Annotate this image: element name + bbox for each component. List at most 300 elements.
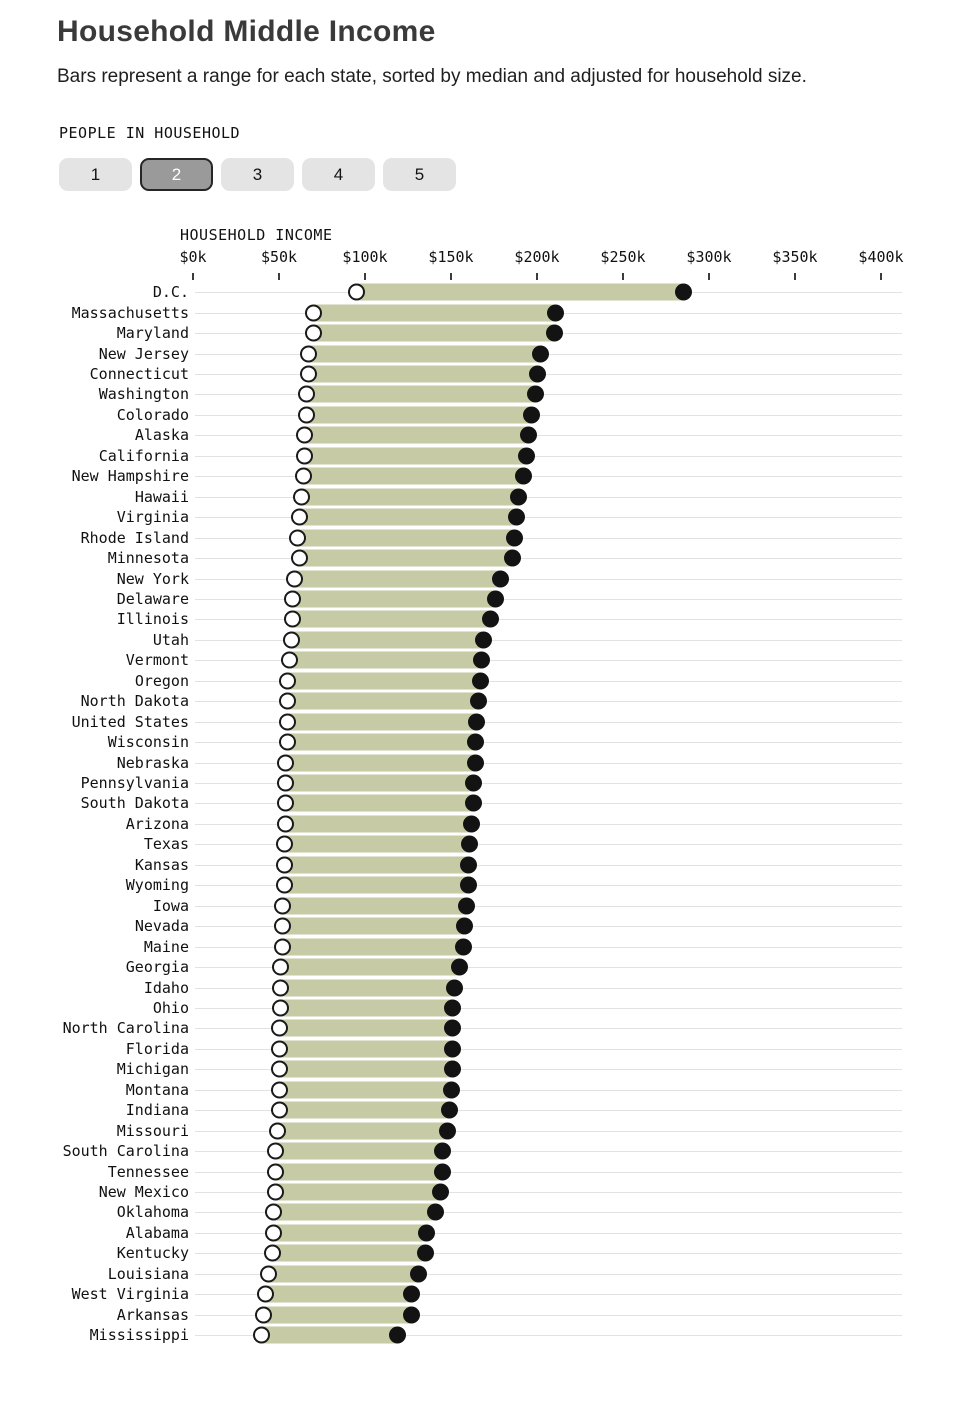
range-bar: [288, 713, 477, 730]
range-bar: [286, 795, 473, 812]
chart-row: [0, 466, 960, 486]
high-dot: [515, 468, 532, 485]
row-plot: [193, 1305, 902, 1325]
row-plot: [193, 732, 902, 752]
high-dot: [487, 590, 504, 607]
row-label: United States: [71, 712, 189, 731]
high-dot: [444, 1020, 461, 1037]
chart-row: [0, 282, 960, 302]
row-label: D.C.: [152, 283, 189, 302]
range-bar: [281, 999, 453, 1016]
row-plot: [193, 936, 902, 956]
range-bar: [305, 447, 527, 464]
row-plot: [193, 1264, 902, 1284]
low-dot: [274, 938, 291, 955]
range-bar: [284, 856, 468, 873]
high-dot: [523, 406, 540, 423]
range-bar: [277, 1122, 447, 1139]
high-dot: [443, 1081, 460, 1098]
chart-row: [0, 1141, 960, 1161]
chart-row: [0, 1120, 960, 1140]
high-dot: [472, 672, 489, 689]
low-dot: [272, 979, 289, 996]
row-label: Colorado: [116, 405, 189, 424]
low-dot: [296, 427, 313, 444]
range-bar: [274, 1224, 427, 1241]
range-bar: [313, 325, 554, 342]
low-dot: [260, 1265, 277, 1282]
row-plot: [193, 487, 902, 507]
row-label: New Hampshire: [71, 467, 189, 486]
row-plot: [193, 977, 902, 997]
household-size-button-2[interactable]: 2: [140, 158, 213, 191]
range-bar: [288, 672, 481, 689]
row-plot: [193, 466, 902, 486]
high-dot: [546, 325, 563, 342]
row-label: Ohio: [152, 998, 189, 1017]
low-dot: [281, 652, 298, 669]
high-dot: [492, 570, 509, 587]
high-dot: [463, 815, 480, 832]
chart-row: [0, 1039, 960, 1059]
row-label: Arkansas: [116, 1305, 189, 1324]
row-plot: [193, 527, 902, 547]
chart-row: [0, 998, 960, 1018]
row-label: Washington: [98, 385, 189, 404]
high-dot: [547, 304, 564, 321]
range-bar: [294, 570, 500, 587]
range-bar: [289, 652, 482, 669]
low-dot: [277, 815, 294, 832]
row-label: Connecticut: [89, 365, 189, 384]
row-label: Delaware: [116, 589, 189, 608]
chart-row: [0, 752, 960, 772]
chart-row: [0, 1325, 960, 1345]
chart-row: [0, 814, 960, 834]
chart-row: [0, 1059, 960, 1079]
low-dot: [295, 468, 312, 485]
range-bar: [269, 1265, 419, 1282]
low-dot: [265, 1204, 282, 1221]
high-dot: [417, 1245, 434, 1262]
household-size-button-1[interactable]: 1: [59, 158, 132, 191]
range-bar: [288, 734, 475, 751]
range-bar: [313, 304, 556, 321]
range-bar: [307, 386, 536, 403]
chart-row: [0, 691, 960, 711]
low-dot: [257, 1286, 274, 1303]
low-dot: [264, 1245, 281, 1262]
high-dot: [418, 1224, 435, 1241]
low-dot: [276, 856, 293, 873]
high-dot: [403, 1306, 420, 1323]
low-dot: [267, 1143, 284, 1160]
chart-row: [0, 1202, 960, 1222]
low-dot: [305, 304, 322, 321]
chart-row: [0, 1080, 960, 1100]
row-label: Michigan: [116, 1060, 189, 1079]
high-dot: [467, 754, 484, 771]
row-label: Oregon: [134, 671, 189, 690]
chart-row: [0, 446, 960, 466]
household-size-button-3[interactable]: 3: [221, 158, 294, 191]
x-tick-mark: [708, 273, 710, 280]
chart-row: [0, 936, 960, 956]
row-label: Missouri: [116, 1121, 189, 1140]
x-tick-mark: [794, 273, 796, 280]
page-subtitle: Bars represent a range for each state, sorted by median and adjusted for household size.: [57, 66, 807, 87]
chart-row: [0, 650, 960, 670]
x-tick-label: $50k: [260, 248, 298, 266]
x-tick-mark: [278, 273, 280, 280]
row-plot: [193, 282, 902, 302]
chart-row: [0, 568, 960, 588]
row-plot: [193, 630, 902, 650]
high-dot: [460, 877, 477, 894]
chart-row: [0, 1243, 960, 1263]
x-tick-mark: [364, 273, 366, 280]
range-bar: [307, 406, 532, 423]
range-bar: [262, 1327, 398, 1344]
high-dot: [482, 611, 499, 628]
low-dot: [284, 590, 301, 607]
chart-row: [0, 875, 960, 895]
range-bar: [308, 345, 540, 362]
high-dot: [444, 999, 461, 1016]
row-label: New Mexico: [98, 1183, 189, 1202]
row-label: Nevada: [134, 917, 189, 936]
chart-row: [0, 1223, 960, 1243]
high-dot: [518, 447, 535, 464]
low-dot: [272, 959, 289, 976]
row-plot: [193, 1202, 902, 1222]
chart-row: [0, 302, 960, 322]
range-bar: [282, 918, 464, 935]
row-label: Texas: [143, 835, 189, 854]
low-dot: [271, 1102, 288, 1119]
low-dot: [286, 570, 303, 587]
row-plot: [193, 446, 902, 466]
low-dot: [276, 877, 293, 894]
row-plot: [193, 1080, 902, 1100]
row-plot: [193, 364, 902, 384]
row-label: New York: [116, 569, 189, 588]
range-bar: [279, 1081, 451, 1098]
low-dot: [305, 325, 322, 342]
high-dot: [465, 795, 482, 812]
row-label: Vermont: [125, 651, 189, 670]
low-dot: [283, 631, 300, 648]
x-tick-label: $350k: [772, 248, 818, 266]
row-label: Massachusetts: [71, 303, 189, 322]
row-plot: [193, 998, 902, 1018]
chart-row: [0, 630, 960, 650]
low-dot: [291, 509, 308, 526]
x-tick-mark: [622, 273, 624, 280]
high-dot: [441, 1102, 458, 1119]
row-plot: [193, 752, 902, 772]
x-tick-mark: [450, 273, 452, 280]
row-plot: [193, 1100, 902, 1120]
chart-row: [0, 896, 960, 916]
row-plot: [193, 1141, 902, 1161]
range-bar: [301, 488, 518, 505]
low-dot: [255, 1306, 272, 1323]
high-dot: [455, 938, 472, 955]
high-dot: [434, 1143, 451, 1160]
x-tick-label: $100k: [342, 248, 388, 266]
high-dot: [456, 918, 473, 935]
high-dot: [510, 488, 527, 505]
low-dot: [276, 836, 293, 853]
low-dot: [271, 1081, 288, 1098]
page-title: Household Middle Income: [57, 15, 436, 48]
row-plot: [193, 384, 902, 404]
row-plot: [193, 1161, 902, 1181]
x-axis-title: HOUSEHOLD INCOME: [180, 226, 333, 244]
x-tick-mark: [880, 273, 882, 280]
low-dot: [277, 795, 294, 812]
range-bar: [288, 693, 479, 710]
chart-row: [0, 1264, 960, 1284]
high-dot: [520, 427, 537, 444]
high-dot: [427, 1204, 444, 1221]
high-dot: [432, 1184, 449, 1201]
range-bar: [300, 550, 513, 567]
row-plot: [193, 691, 902, 711]
low-dot: [271, 1020, 288, 1037]
low-dot: [267, 1163, 284, 1180]
x-tick-label: $150k: [428, 248, 474, 266]
high-dot: [465, 775, 482, 792]
range-bar: [264, 1306, 412, 1323]
low-dot: [348, 284, 365, 301]
row-plot: [193, 1182, 902, 1202]
row-label: South Carolina: [62, 1142, 189, 1161]
row-label: Maine: [143, 937, 189, 956]
row-plot: [193, 548, 902, 568]
low-dot: [267, 1184, 284, 1201]
range-bar: [284, 836, 470, 853]
low-dot: [277, 754, 294, 771]
row-plot: [193, 855, 902, 875]
high-dot: [403, 1286, 420, 1303]
range-bar: [276, 1184, 441, 1201]
high-dot: [475, 631, 492, 648]
x-tick-label: $0k: [179, 248, 207, 266]
row-label: Georgia: [125, 958, 189, 977]
low-dot: [277, 775, 294, 792]
row-plot: [193, 773, 902, 793]
high-dot: [439, 1122, 456, 1139]
range-bar: [281, 959, 460, 976]
header: [0, 14, 960, 93]
chart-row: [0, 425, 960, 445]
chart-row: [0, 711, 960, 731]
row-plot: [193, 405, 902, 425]
row-label: Louisiana: [107, 1264, 189, 1283]
chart-row: [0, 1305, 960, 1325]
row-plot: [193, 1284, 902, 1304]
chart-row: [0, 364, 960, 384]
row-label: Kansas: [134, 855, 189, 874]
range-bar: [293, 590, 496, 607]
low-dot: [269, 1122, 286, 1139]
row-plot: [193, 916, 902, 936]
low-dot: [284, 611, 301, 628]
low-dot: [272, 999, 289, 1016]
chart-row: [0, 977, 960, 997]
row-label: Kentucky: [116, 1244, 189, 1263]
row-label: Minnesota: [107, 549, 189, 568]
low-dot: [274, 918, 291, 935]
row-label: Tennessee: [107, 1162, 189, 1181]
chart-row: [0, 589, 960, 609]
row-label: Virginia: [116, 508, 189, 527]
row-plot: [193, 834, 902, 854]
row-plot: [193, 814, 902, 834]
row-plot: [193, 957, 902, 977]
range-bar: [286, 815, 472, 832]
row-plot: [193, 671, 902, 691]
range-bar: [308, 366, 537, 383]
low-dot: [291, 550, 308, 567]
chart-row: [0, 609, 960, 629]
range-bar: [303, 468, 523, 485]
high-dot: [446, 979, 463, 996]
row-plot: [193, 343, 902, 363]
range-bar: [284, 877, 468, 894]
chart-row: [0, 343, 960, 363]
range-bar: [279, 1102, 449, 1119]
row-label: California: [98, 446, 189, 465]
controls-label: PEOPLE IN HOUSEHOLD: [59, 124, 241, 142]
row-label: West Virginia: [71, 1285, 189, 1304]
high-dot: [434, 1163, 451, 1180]
high-dot: [506, 529, 523, 546]
row-label: Illinois: [116, 610, 189, 629]
chart-row: [0, 855, 960, 875]
x-tick-label: $300k: [686, 248, 732, 266]
high-dot: [532, 345, 549, 362]
chart-row: [0, 1284, 960, 1304]
high-dot: [410, 1265, 427, 1282]
high-dot: [444, 1061, 461, 1078]
x-tick-label: $250k: [600, 248, 646, 266]
range-bar: [281, 979, 455, 996]
row-label: Maryland: [116, 324, 189, 343]
low-dot: [279, 672, 296, 689]
household-size-button-5[interactable]: 5: [383, 158, 456, 191]
range-bar: [291, 631, 484, 648]
row-plot: [193, 1223, 902, 1243]
high-dot: [508, 509, 525, 526]
row-plot: [193, 302, 902, 322]
high-dot: [467, 734, 484, 751]
row-plot: [193, 875, 902, 895]
chart-row: [0, 1100, 960, 1120]
chart-row: [0, 548, 960, 568]
household-size-button-4[interactable]: 4: [302, 158, 375, 191]
chart-row: [0, 405, 960, 425]
high-dot: [389, 1327, 406, 1344]
row-plot: [193, 1120, 902, 1140]
high-dot: [460, 856, 477, 873]
chart-row: [0, 916, 960, 936]
row-plot: [193, 1325, 902, 1345]
high-dot: [451, 959, 468, 976]
range-bar: [282, 938, 463, 955]
chart-row: [0, 1018, 960, 1038]
row-label: Pennsylvania: [80, 774, 189, 793]
range-bar: [276, 1143, 443, 1160]
chart-row: [0, 1161, 960, 1181]
high-dot: [473, 652, 490, 669]
high-dot: [529, 366, 546, 383]
range-bar: [272, 1245, 425, 1262]
row-label: New Jersey: [98, 344, 189, 363]
row-label: Mississippi: [89, 1326, 189, 1345]
range-bar: [279, 1061, 453, 1078]
row-label: Wisconsin: [107, 733, 189, 752]
high-dot: [458, 897, 475, 914]
low-dot: [300, 366, 317, 383]
row-plot: [193, 896, 902, 916]
high-dot: [527, 386, 544, 403]
row-plot: [193, 609, 902, 629]
low-dot: [253, 1327, 270, 1344]
chart-row: [0, 732, 960, 752]
low-dot: [274, 897, 291, 914]
row-label: Florida: [125, 1039, 189, 1058]
row-label: Nebraska: [116, 753, 189, 772]
low-dot: [298, 406, 315, 423]
chart-row: [0, 323, 960, 343]
row-label: Utah: [152, 630, 189, 649]
chart-row: [0, 527, 960, 547]
x-tick-label: $400k: [858, 248, 904, 266]
x-tick-label: $200k: [514, 248, 560, 266]
row-plot: [193, 507, 902, 527]
range-bar: [265, 1286, 411, 1303]
row-plot: [193, 1018, 902, 1038]
chart-row: [0, 834, 960, 854]
row-label: Iowa: [152, 896, 189, 915]
high-dot: [444, 1040, 461, 1057]
row-label: North Dakota: [80, 692, 189, 711]
low-dot: [300, 345, 317, 362]
x-tick-mark: [192, 273, 194, 280]
row-plot: [193, 323, 902, 343]
row-label: Idaho: [143, 978, 189, 997]
row-label: Rhode Island: [80, 528, 189, 547]
row-label: Oklahoma: [116, 1203, 189, 1222]
row-label: Alabama: [125, 1223, 189, 1242]
chart-row: [0, 671, 960, 691]
range-bar: [282, 897, 466, 914]
chart-row: [0, 1182, 960, 1202]
row-label: Wyoming: [125, 876, 189, 895]
low-dot: [265, 1224, 282, 1241]
chart-row: [0, 793, 960, 813]
row-label: South Dakota: [80, 794, 189, 813]
low-dot: [289, 529, 306, 546]
range-bar: [286, 754, 475, 771]
high-dot: [468, 713, 485, 730]
row-plot: [193, 793, 902, 813]
row-plot: [193, 711, 902, 731]
row-label: Hawaii: [134, 487, 189, 506]
